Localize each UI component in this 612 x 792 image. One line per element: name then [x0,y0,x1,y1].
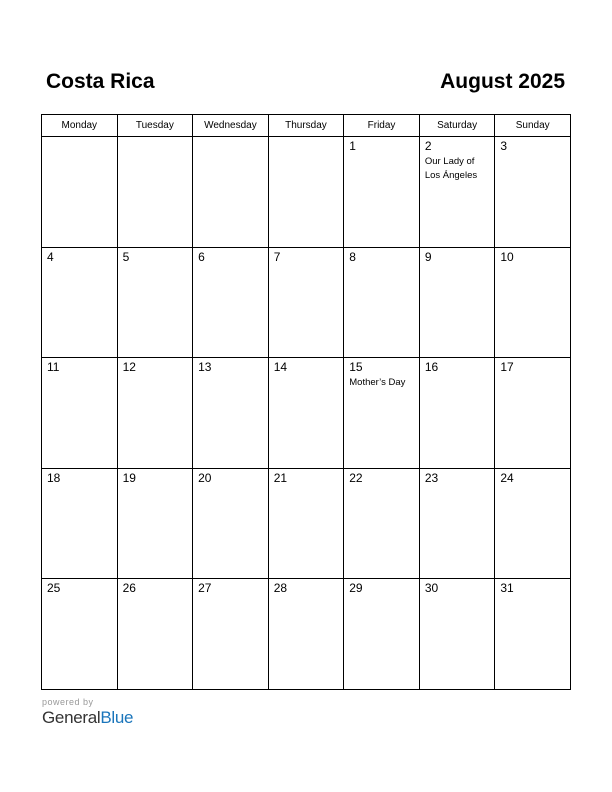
day-number: 11 [47,360,60,374]
day-number: 5 [122,249,130,264]
weekday-header: Wednesday [193,115,269,137]
week-row [42,579,571,690]
day-cell [495,358,571,469]
day-number: 18 [47,470,61,485]
day-cell [495,468,571,579]
day-cell [419,468,495,579]
day-number: 15 [349,360,363,374]
day-cell [117,468,193,579]
day-cell [419,137,495,248]
country-title: Costa Rica [46,70,155,93]
weekday-header: Sunday [495,115,571,137]
day-cell [42,247,118,358]
day-cell [193,468,269,579]
day-cell [344,579,420,690]
day-cell [268,137,344,248]
day-number: 26 [122,581,136,595]
day-number: 28 [273,581,288,595]
week-row [42,358,571,469]
logo-general-text: General [42,708,101,727]
day-number: 21 [273,470,288,485]
day-cell [117,358,193,469]
day-cell [42,579,118,690]
day-number: 22 [349,470,363,485]
day-number: 31 [500,581,514,595]
week-row [42,247,571,358]
day-number: 30 [424,581,439,595]
day-cell [42,358,118,469]
day-cell [495,247,571,358]
day-cell [268,358,344,469]
holiday-label: Our Lady of Los Ángeles [424,156,478,181]
day-number: 29 [349,581,363,595]
day-number: 12 [122,360,136,374]
day-number: 10 [500,249,514,264]
day-cell [268,247,344,358]
day-number: 3 [500,139,508,153]
day-number: 23 [424,470,439,485]
day-cell [344,468,420,579]
day-number: 25 [47,581,61,595]
day-number: 2 [424,139,432,153]
day-number: 13 [198,360,212,374]
day-number: 4 [47,249,54,264]
day-number: 24 [500,470,514,485]
day-number: 19 [122,470,136,485]
day-number: 7 [273,249,281,264]
day-number: 17 [500,360,514,374]
day-cell [193,358,269,469]
calendar-grid [41,114,571,690]
day-cell [193,137,269,248]
day-number: 16 [424,360,439,374]
day-cell [419,247,495,358]
weekday-header: Monday [42,115,118,137]
weekday-header: Thursday [268,115,344,137]
day-cell [42,468,118,579]
logo-blue-text: Blue [100,708,134,727]
day-cell [193,247,269,358]
footer-branding [42,697,133,728]
day-number: 27 [198,581,212,595]
weekday-header-row [42,115,571,137]
day-number: 1 [349,139,356,153]
day-cell [419,579,495,690]
week-row [42,468,571,579]
day-cell [344,137,420,248]
day-cell [193,579,269,690]
day-cell [344,358,420,469]
day-number: 9 [424,249,432,264]
day-cell [117,137,193,248]
day-number: 6 [198,249,205,264]
day-cell [42,137,118,248]
day-number: 20 [198,470,212,485]
day-cell [419,358,495,469]
weekday-header: Tuesday [117,115,193,137]
weekday-header: Saturday [419,115,495,137]
day-number: 14 [273,360,288,374]
generalblue-logo [42,708,133,728]
day-cell [268,468,344,579]
holiday-label: Mother’s Day [349,377,406,388]
day-cell [117,579,193,690]
day-cell [495,579,571,690]
day-cell [344,247,420,358]
month-title: August 2025 [440,70,565,93]
day-cell [495,137,571,248]
day-number: 8 [349,249,356,264]
powered-by-text: powered by [42,697,94,707]
weekday-header: Friday [344,115,420,137]
day-cell [117,247,193,358]
week-row [42,137,571,248]
day-cell [268,579,344,690]
